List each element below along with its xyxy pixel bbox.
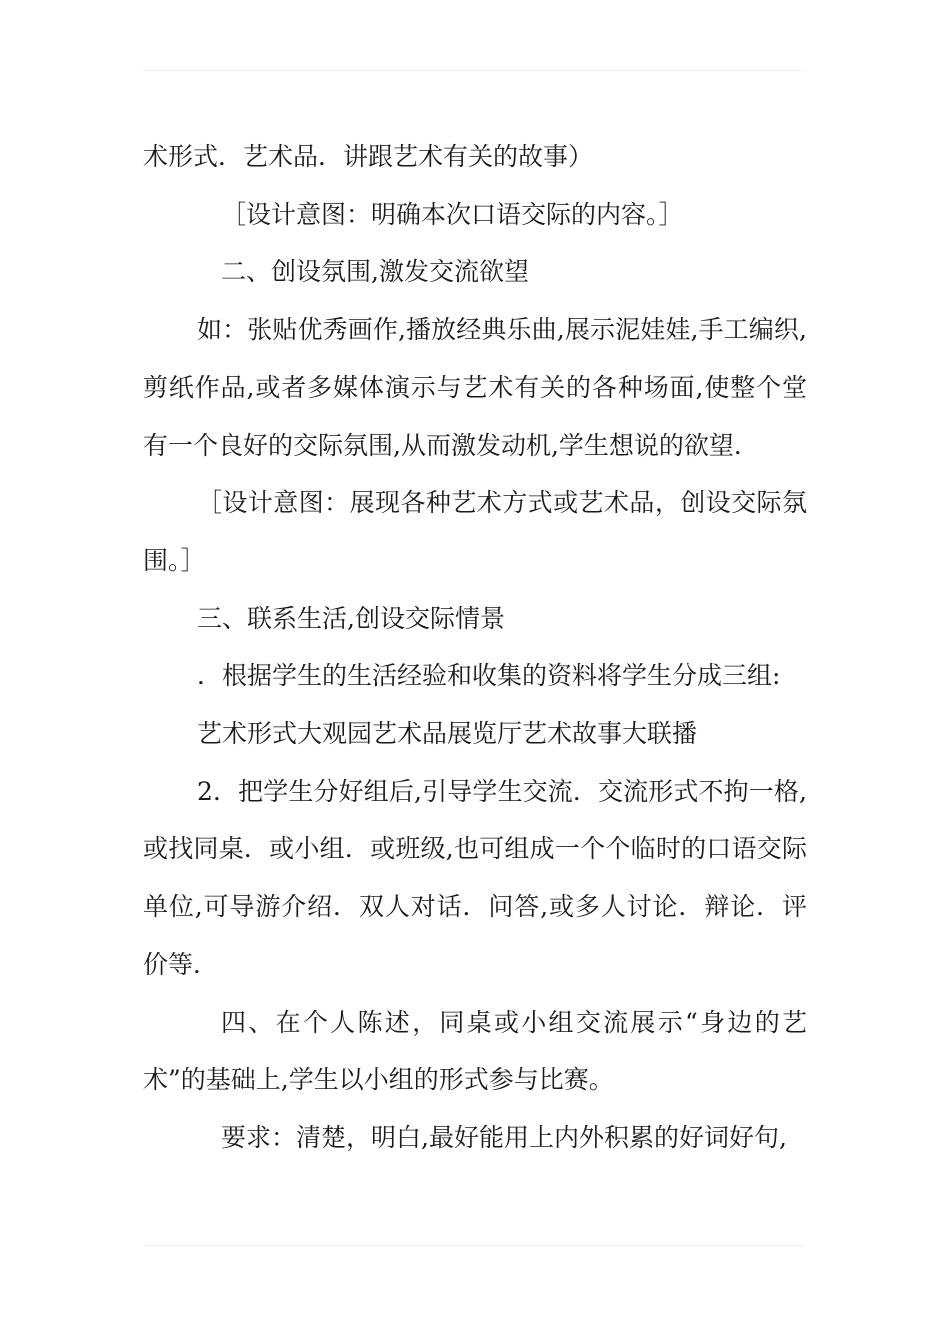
- section-heading-2: 二、创设氛围,激发交流欲望: [221, 257, 529, 287]
- document-body: [143, 128, 807, 1167]
- footer-rule: [143, 1245, 805, 1246]
- paragraph-design-intent-2: ［设计意图：展现各种艺术方式或艺术品，创设交际氛围。］: [143, 488, 807, 575]
- paragraph-grouping: ．根据学生的生活经验和收集的资料将学生分成三组:: [197, 661, 781, 691]
- section-heading-4: 四、在个人陈述，同桌或小组交流展示“身边的艺术”的基础上,学生以小组的形式参与比赛。: [143, 1007, 807, 1095]
- header-rule: [143, 70, 805, 71]
- paragraph-design-intent-1: ［设计意图：明确本次口语交际的内容。］: [221, 199, 684, 229]
- section-heading-3: 三、联系生活,创设交际情景: [197, 603, 505, 633]
- paragraph-group-names: 艺术形式大观园艺术品展览厅艺术故事大联播: [197, 719, 698, 749]
- paragraph-example: 如：张贴优秀画作,播放经典乐曲,展示泥娃娃,手工编织,剪纸作品,或者多媒体演示与艺术有关的各种场面,使整个堂有一个良好的交际氛围,从而激发动机,学生想说的欲望．: [143, 315, 807, 460]
- paragraph-continuation: 术形式．艺术品．讲跟艺术有关的故事）: [143, 142, 594, 171]
- paragraph-exchange: 2．把学生分好组后,引导学生交流．交流形式不拘一格,或找同桌．或小组．或班级,也可组成一个个临时的口语交际单位,可导游介绍．双人对话．问答,或多人讨论．辩论．评价等．: [143, 776, 807, 979]
- paragraph-requirements: 要求：清楚，明白,最好能用上内外积累的好词好句,: [221, 1122, 787, 1152]
